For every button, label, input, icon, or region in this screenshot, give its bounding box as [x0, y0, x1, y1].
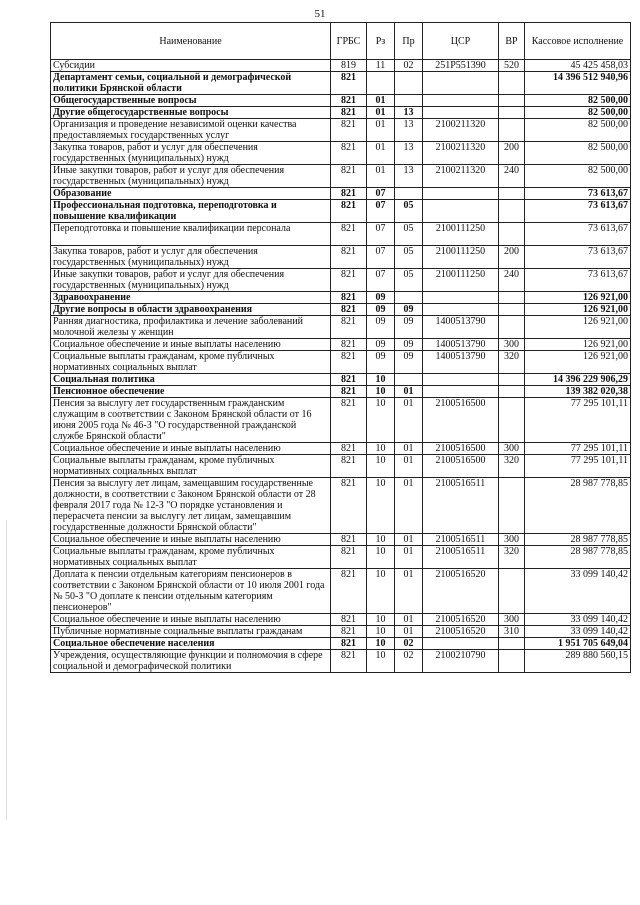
cell-rz: 10	[367, 534, 395, 546]
table-row	[51, 374, 631, 386]
table-row	[51, 650, 631, 673]
cell-pr: 05	[395, 246, 423, 269]
cell-rz: 09	[367, 292, 395, 304]
cell-amount: 82 500,00	[525, 119, 631, 142]
cell-name: Пенсия за выслугу лет государственным гражданским служащим в соответствии с Законом Брянской области от 16 июня 2005 года № 46-З "О государственной гражданской службе Брянской области"	[51, 398, 331, 443]
cell-grbs: 821	[331, 443, 367, 455]
cell-vr	[499, 72, 525, 95]
cell-csr: 2100111250	[423, 223, 499, 246]
cell-csr: 2100516511	[423, 478, 499, 534]
cell-amount: 33 099 140,42	[525, 614, 631, 626]
cell-rz: 11	[367, 60, 395, 72]
cell-grbs: 821	[331, 316, 367, 339]
cell-vr: 320	[499, 455, 525, 478]
cell-grbs: 821	[331, 351, 367, 374]
cell-vr	[499, 316, 525, 339]
table-row	[51, 386, 631, 398]
cell-name: Учреждения, осуществляющие функции и полномочия в сфере социальной и демографической политики	[51, 650, 331, 673]
header-amount: Кассовое исполнение	[525, 23, 631, 60]
cell-grbs: 821	[331, 614, 367, 626]
cell-grbs: 821	[331, 142, 367, 165]
cell-csr: 2100516500	[423, 455, 499, 478]
cell-grbs: 821	[331, 534, 367, 546]
cell-vr	[499, 650, 525, 673]
cell-amount: 82 500,00	[525, 165, 631, 188]
page-number: 51	[314, 8, 326, 20]
cell-name: Здравоохранение	[51, 292, 331, 304]
table-row	[51, 246, 631, 269]
table-header-row	[51, 23, 631, 60]
cell-pr: 01	[395, 626, 423, 638]
cell-name: Иные закупки товаров, работ и услуг для обеспечения государственных (муниципальных) нужд	[51, 269, 331, 292]
cell-pr: 02	[395, 650, 423, 673]
header-rz: Рз	[367, 23, 395, 60]
cell-pr: 01	[395, 398, 423, 443]
cell-grbs: 821	[331, 165, 367, 188]
cell-pr	[395, 72, 423, 95]
cell-name: Публичные нормативные социальные выплаты гражданам	[51, 626, 331, 638]
cell-vr	[499, 188, 525, 200]
cell-csr: 251P551390	[423, 60, 499, 72]
cell-rz: 10	[367, 455, 395, 478]
cell-pr: 13	[395, 107, 423, 119]
cell-grbs: 821	[331, 95, 367, 107]
cell-grbs: 821	[331, 386, 367, 398]
cell-amount: 82 500,00	[525, 107, 631, 119]
cell-csr: 2100111250	[423, 269, 499, 292]
header-vr: ВР	[499, 23, 525, 60]
cell-grbs: 821	[331, 569, 367, 614]
cell-pr: 13	[395, 142, 423, 165]
cell-rz: 10	[367, 478, 395, 534]
cell-rz: 09	[367, 351, 395, 374]
table-row	[51, 339, 631, 351]
cell-rz: 10	[367, 398, 395, 443]
cell-csr: 2100516520	[423, 569, 499, 614]
scan-artifact-line	[6, 520, 7, 820]
cell-vr	[499, 200, 525, 223]
cell-vr	[499, 119, 525, 142]
cell-pr	[395, 292, 423, 304]
cell-vr	[499, 95, 525, 107]
cell-csr	[423, 95, 499, 107]
cell-pr: 01	[395, 569, 423, 614]
cell-pr: 13	[395, 165, 423, 188]
cell-rz	[367, 72, 395, 95]
cell-pr	[395, 95, 423, 107]
cell-amount: 73 613,67	[525, 188, 631, 200]
cell-pr: 01	[395, 534, 423, 546]
cell-vr	[499, 638, 525, 650]
cell-amount: 126 921,00	[525, 351, 631, 374]
cell-name: Организация и проведение независимой оценки качества предоставляемых государственных услуг	[51, 119, 331, 142]
cell-rz: 01	[367, 165, 395, 188]
cell-name: Ранняя диагностика, профилактика и лечение заболеваний молочной железы у женщин	[51, 316, 331, 339]
cell-rz: 01	[367, 119, 395, 142]
table-row	[51, 546, 631, 569]
cell-amount: 45 425 458,03	[525, 60, 631, 72]
table-row	[51, 614, 631, 626]
cell-grbs: 821	[331, 638, 367, 650]
cell-pr: 01	[395, 478, 423, 534]
table-row	[51, 72, 631, 95]
cell-vr	[499, 374, 525, 386]
cell-amount: 14 396 229 906,29	[525, 374, 631, 386]
cell-csr	[423, 72, 499, 95]
cell-vr	[499, 569, 525, 614]
cell-csr: 1400513790	[423, 351, 499, 374]
table-row	[51, 534, 631, 546]
cell-name: Пенсия за выслугу лет лицам, замещавшим государственные должности, в соответствии с Законом Брянской области от 28 февраля 2017 года № 12-З "О порядке установления и перерасчета пенсии за выслугу лет лицам, замещавшим государственные должности Брянской области"	[51, 478, 331, 534]
table-row	[51, 95, 631, 107]
cell-pr: 13	[395, 119, 423, 142]
cell-csr	[423, 304, 499, 316]
cell-pr: 01	[395, 546, 423, 569]
cell-amount: 73 613,67	[525, 200, 631, 223]
cell-rz: 10	[367, 386, 395, 398]
cell-csr	[423, 374, 499, 386]
cell-amount: 126 921,00	[525, 316, 631, 339]
cell-name: Социальное обеспечение и иные выплаты населению	[51, 534, 331, 546]
cell-csr: 2100211320	[423, 142, 499, 165]
cell-vr: 240	[499, 165, 525, 188]
cell-rz: 07	[367, 223, 395, 246]
cell-csr	[423, 188, 499, 200]
cell-vr: 320	[499, 351, 525, 374]
cell-vr	[499, 223, 525, 246]
cell-csr: 2100516500	[423, 398, 499, 443]
cell-name: Социальная политика	[51, 374, 331, 386]
table-row	[51, 569, 631, 614]
cell-pr: 01	[395, 386, 423, 398]
cell-rz: 09	[367, 304, 395, 316]
table-row	[51, 60, 631, 72]
cell-name: Социальное обеспечение и иные выплаты населению	[51, 339, 331, 351]
cell-vr: 300	[499, 534, 525, 546]
cell-amount: 77 295 101,11	[525, 398, 631, 443]
cell-csr	[423, 200, 499, 223]
table-row	[51, 223, 631, 246]
cell-grbs: 821	[331, 200, 367, 223]
cell-pr	[395, 374, 423, 386]
cell-name: Социальные выплаты гражданам, кроме публичных нормативных социальных выплат	[51, 351, 331, 374]
cell-csr: 1400513790	[423, 316, 499, 339]
cell-rz: 10	[367, 650, 395, 673]
cell-rz: 07	[367, 188, 395, 200]
cell-rz: 01	[367, 142, 395, 165]
cell-grbs: 821	[331, 455, 367, 478]
cell-name: Переподготовка и повышение квалификации персонала	[51, 223, 331, 246]
cell-amount: 126 921,00	[525, 339, 631, 351]
cell-grbs: 821	[331, 626, 367, 638]
cell-rz: 09	[367, 316, 395, 339]
cell-grbs: 821	[331, 223, 367, 246]
cell-amount: 82 500,00	[525, 142, 631, 165]
cell-rz: 07	[367, 269, 395, 292]
cell-amount: 139 382 020,38	[525, 386, 631, 398]
table-row	[51, 638, 631, 650]
cell-grbs: 821	[331, 398, 367, 443]
cell-grbs: 821	[331, 72, 367, 95]
table-row	[51, 107, 631, 119]
cell-rz: 07	[367, 200, 395, 223]
cell-csr: 2100516520	[423, 626, 499, 638]
cell-csr: 1400513790	[423, 339, 499, 351]
cell-name: Социальные выплаты гражданам, кроме публичных нормативных социальных выплат	[51, 455, 331, 478]
cell-csr	[423, 386, 499, 398]
table-row	[51, 443, 631, 455]
cell-name: Закупка товаров, работ и услуг для обеспечения государственных (муниципальных) нужд	[51, 246, 331, 269]
cell-amount: 73 613,67	[525, 223, 631, 246]
cell-amount: 28 987 778,85	[525, 546, 631, 569]
cell-vr: 300	[499, 339, 525, 351]
cell-amount: 33 099 140,42	[525, 569, 631, 614]
table-row	[51, 398, 631, 443]
cell-pr: 02	[395, 638, 423, 650]
header-pr: Пр	[395, 23, 423, 60]
cell-name: Департамент семьи, социальной и демографической политики Брянской области	[51, 72, 331, 95]
table-row	[51, 142, 631, 165]
cell-name: Образование	[51, 188, 331, 200]
cell-vr: 200	[499, 142, 525, 165]
cell-name: Субсидии	[51, 60, 331, 72]
cell-vr: 320	[499, 546, 525, 569]
cell-vr	[499, 304, 525, 316]
table-row	[51, 165, 631, 188]
cell-amount: 77 295 101,11	[525, 443, 631, 455]
cell-pr: 01	[395, 443, 423, 455]
cell-grbs: 819	[331, 60, 367, 72]
cell-vr	[499, 478, 525, 534]
table-row	[51, 200, 631, 223]
cell-name: Социальное обеспечение населения	[51, 638, 331, 650]
cell-name: Пенсионное обеспечение	[51, 386, 331, 398]
cell-vr: 300	[499, 614, 525, 626]
table-row	[51, 455, 631, 478]
cell-grbs: 821	[331, 292, 367, 304]
cell-pr	[395, 188, 423, 200]
cell-amount: 1 951 705 649,04	[525, 638, 631, 650]
cell-name: Закупка товаров, работ и услуг для обеспечения государственных (муниципальных) нужд	[51, 142, 331, 165]
cell-pr: 01	[395, 614, 423, 626]
cell-name: Социальное обеспечение и иные выплаты населению	[51, 443, 331, 455]
cell-grbs: 821	[331, 119, 367, 142]
cell-vr: 310	[499, 626, 525, 638]
cell-pr: 09	[395, 339, 423, 351]
cell-csr	[423, 292, 499, 304]
cell-csr: 2100111250	[423, 246, 499, 269]
cell-vr	[499, 292, 525, 304]
cell-vr: 200	[499, 246, 525, 269]
cell-grbs: 821	[331, 339, 367, 351]
cell-amount: 14 396 512 940,96	[525, 72, 631, 95]
cell-amount: 28 987 778,85	[525, 478, 631, 534]
cell-amount: 289 880 560,15	[525, 650, 631, 673]
cell-rz: 10	[367, 569, 395, 614]
cell-rz: 10	[367, 443, 395, 455]
cell-rz: 10	[367, 546, 395, 569]
budget-execution-table	[50, 22, 631, 673]
cell-rz: 09	[367, 339, 395, 351]
cell-pr: 09	[395, 316, 423, 339]
cell-amount: 33 099 140,42	[525, 626, 631, 638]
cell-amount: 126 921,00	[525, 292, 631, 304]
cell-vr	[499, 386, 525, 398]
cell-rz: 07	[367, 246, 395, 269]
cell-grbs: 821	[331, 650, 367, 673]
cell-amount: 126 921,00	[525, 304, 631, 316]
cell-rz: 10	[367, 614, 395, 626]
cell-name: Профессиональная подготовка, переподготовка и повышение квалификации	[51, 200, 331, 223]
cell-grbs: 821	[331, 478, 367, 534]
cell-pr: 05	[395, 200, 423, 223]
cell-grbs: 821	[331, 246, 367, 269]
cell-grbs: 821	[331, 374, 367, 386]
header-grbs: ГРБС	[331, 23, 367, 60]
table-row	[51, 188, 631, 200]
cell-csr: 2100516500	[423, 443, 499, 455]
cell-name: Социальное обеспечение и иные выплаты населению	[51, 614, 331, 626]
cell-name: Другие вопросы в области здравоохранения	[51, 304, 331, 316]
cell-amount: 82 500,00	[525, 95, 631, 107]
cell-grbs: 821	[331, 188, 367, 200]
cell-pr: 02	[395, 60, 423, 72]
cell-pr: 05	[395, 223, 423, 246]
table-row	[51, 478, 631, 534]
cell-vr	[499, 107, 525, 119]
table-row	[51, 119, 631, 142]
cell-rz: 10	[367, 626, 395, 638]
cell-vr: 520	[499, 60, 525, 72]
table-row	[51, 351, 631, 374]
cell-csr: 2100211320	[423, 165, 499, 188]
cell-vr	[499, 398, 525, 443]
cell-pr: 01	[395, 455, 423, 478]
cell-grbs: 821	[331, 304, 367, 316]
header-name: Наименование	[51, 23, 331, 60]
cell-amount: 28 987 778,85	[525, 534, 631, 546]
cell-csr: 2100516511	[423, 534, 499, 546]
table-row	[51, 292, 631, 304]
cell-amount: 73 613,67	[525, 269, 631, 292]
cell-amount: 77 295 101,11	[525, 455, 631, 478]
cell-name: Доплата к пенсии отдельным категориям пенсионеров в соответствии с Законом Брянской области от 10 июля 2001 года № 50-З "О доплате к пенсии отдельным категориям пенсионеров"	[51, 569, 331, 614]
table-row	[51, 626, 631, 638]
table-row	[51, 316, 631, 339]
table-row	[51, 304, 631, 316]
cell-csr: 2100516511	[423, 546, 499, 569]
cell-vr: 240	[499, 269, 525, 292]
cell-csr: 2100211320	[423, 119, 499, 142]
cell-grbs: 821	[331, 269, 367, 292]
table-row	[51, 269, 631, 292]
cell-grbs: 821	[331, 107, 367, 119]
cell-rz: 10	[367, 374, 395, 386]
cell-vr: 300	[499, 443, 525, 455]
cell-name: Другие общегосударственные вопросы	[51, 107, 331, 119]
cell-name: Общегосударственные вопросы	[51, 95, 331, 107]
cell-csr: 2100210790	[423, 650, 499, 673]
cell-rz: 01	[367, 95, 395, 107]
cell-amount: 73 613,67	[525, 246, 631, 269]
cell-name: Иные закупки товаров, работ и услуг для обеспечения государственных (муниципальных) нужд	[51, 165, 331, 188]
cell-rz: 01	[367, 107, 395, 119]
cell-rz: 10	[367, 638, 395, 650]
cell-grbs: 821	[331, 546, 367, 569]
cell-csr	[423, 638, 499, 650]
cell-name: Социальные выплаты гражданам, кроме публичных нормативных социальных выплат	[51, 546, 331, 569]
cell-csr: 2100516520	[423, 614, 499, 626]
cell-pr: 09	[395, 351, 423, 374]
cell-pr: 05	[395, 269, 423, 292]
cell-pr: 09	[395, 304, 423, 316]
header-csr: ЦСР	[423, 23, 499, 60]
cell-csr	[423, 107, 499, 119]
